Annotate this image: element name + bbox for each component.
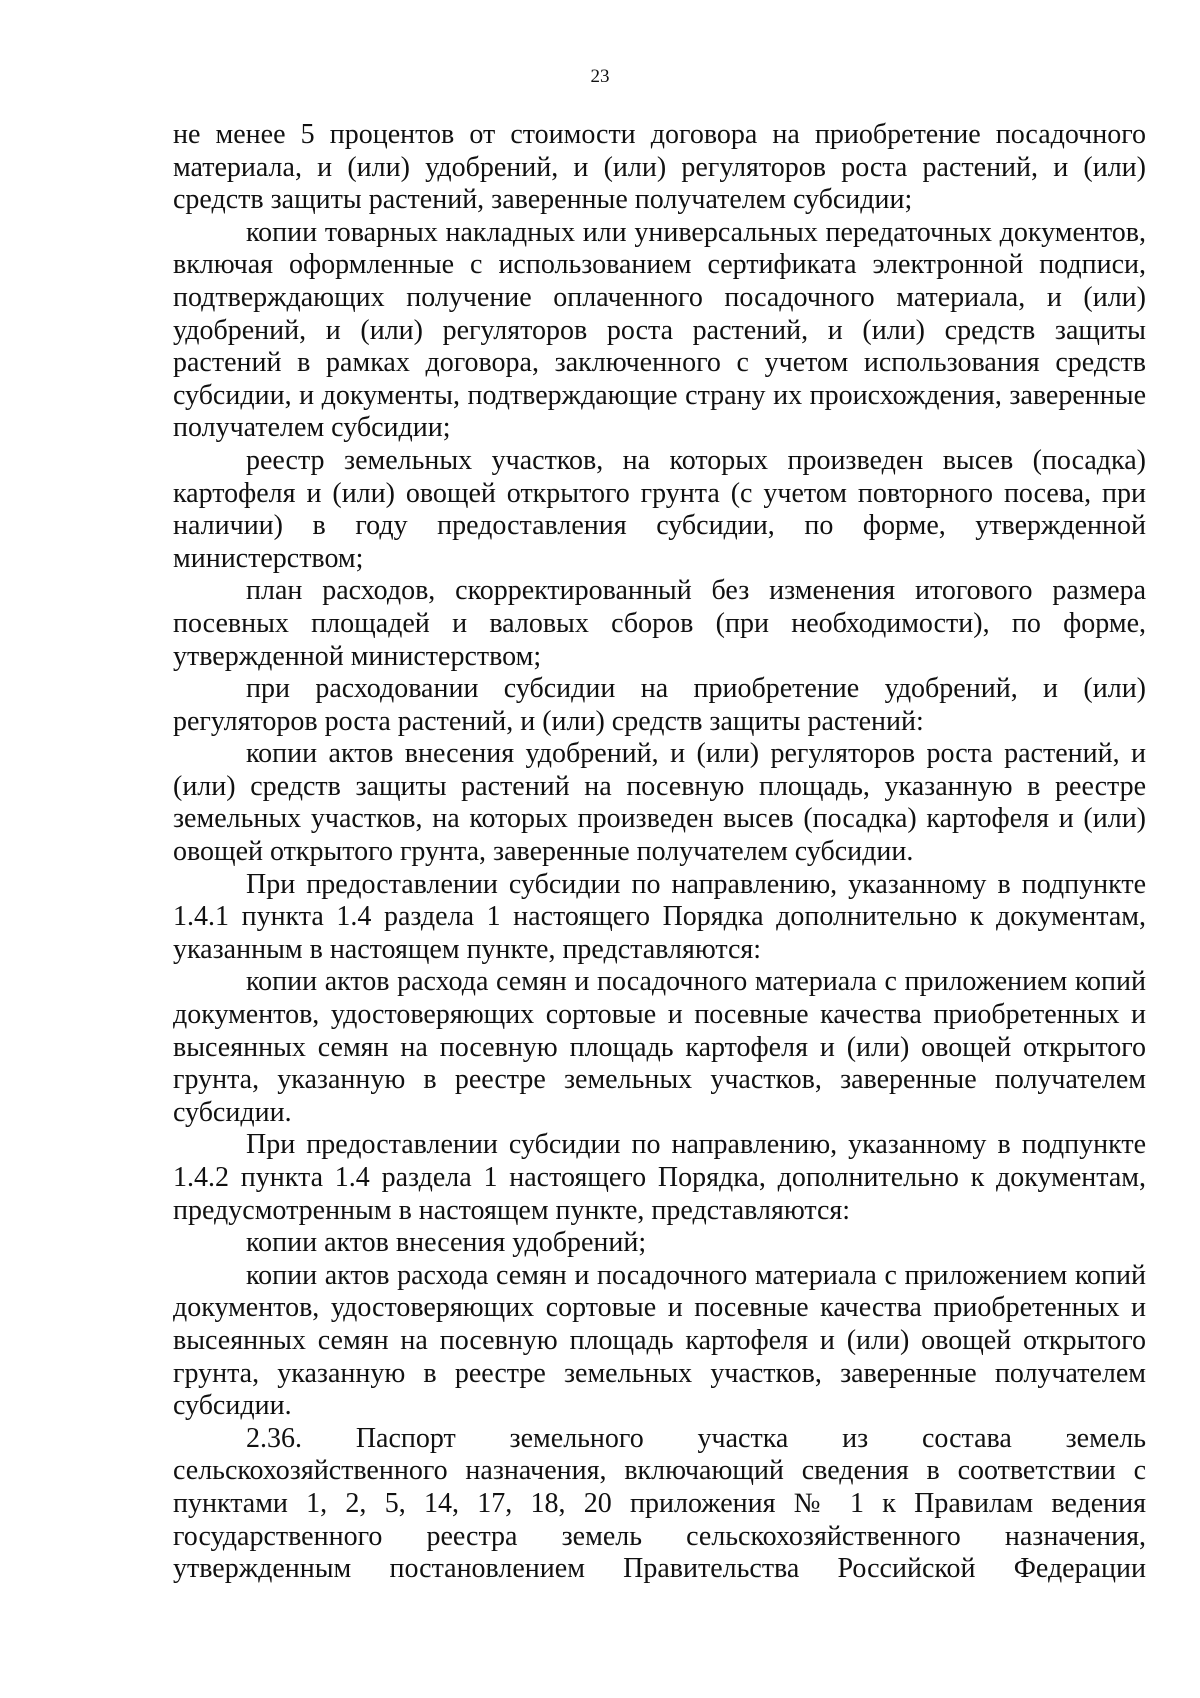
paragraph-3: реестр земельных участков, на которых произведен высев (посадка) картофеля и (или) овощей открытого грунта (с учетом повторного посева, при наличии) в году предоставления субсидии, по форме, утвержденной министерством; (173, 444, 1146, 574)
paragraph-11: копии актов расхода семян и посадочного материала с приложением копий документов, удостоверяющих сортовые и посевные качества приобретенных и высеянных семян на посевную площадь картофеля и (или) овощей открытого грунта, указанную в реестре земельных участков, заверенные получателем субсидии. (173, 1259, 1146, 1422)
paragraph-7: При предоставлении субсидии по направлению, указанному в подпункте 1.4.1 пункта 1.4 раздела 1 настоящего Порядка дополнительно к документам, указанным в настоящем пункте, представляются: (173, 868, 1146, 965)
page-number: 23 (590, 66, 610, 87)
paragraph-12: 2.36. Паспорт земельного участка из состава земель сельскохозяйственного назначения, включающий сведения в соответствии с пунктами 1, 2, 5, 14, 17, 18, 20 приложения № 1 к Правилам ведения государственного реестра земель сельскохозяйственного назначения, утвержденным постановлением Правительства Российской Федерации (173, 1422, 1146, 1585)
paragraph-9: При предоставлении субсидии по направлению, указанному в подпункте 1.4.2 пункта 1.4 раздела 1 настоящего Порядка, дополнительно к документам, предусмотренным в настоящем пункте, представляются: (173, 1129, 1146, 1226)
document-body (173, 119, 1146, 1586)
paragraph-6: копии актов внесения удобрений, и (или) регуляторов роста растений, и (или) средств защиты растений на посевную площадь, указанную в реестре земельных участков, на которых произведен высев (посадка) картофеля и (или) овощей открытого грунта, заверенные получателем субсидии. (173, 738, 1146, 868)
paragraph-5: при расходовании субсидии на приобретение удобрений, и (или) регуляторов роста растений, и (или) средств защиты растений: (173, 673, 1146, 737)
paragraph-8: копии актов расхода семян и посадочного материала с приложением копий документов, удостоверяющих сортовые и посевные качества приобретенных и высеянных семян на посевную площадь картофеля и (или) овощей открытого грунта, указанную в реестре земельных участков, заверенные получателем субсидии. (173, 966, 1146, 1128)
paragraph-1: не менее 5 процентов от стоимости договора на приобретение посадочного материала, и (или) удобрений, и (или) регуляторов роста растений, и (или) средств защиты растений, заверенные получателем субсидии; (173, 119, 1146, 216)
paragraph-2: копии товарных накладных или универсальных передаточных документов, включая оформленные с использованием сертификата электронной подписи, подтверждающих получение оплаченного посадочного материала, и (или) удобрений, и (или) регуляторов роста растений, и (или) средств защиты растений в рамках договора, заключенного с учетом использования средств субсидии, и документы, подтверждающие страну их происхождения, заверенные получателем субсидии; (173, 216, 1146, 444)
paragraph-10: копии актов внесения удобрений; (246, 1227, 647, 1259)
paragraph-4: план расходов, скорректированный без изменения итогового размера посевных площадей и валовых сборов (при необходимости), по форме, утвержденной министерством; (173, 575, 1146, 672)
